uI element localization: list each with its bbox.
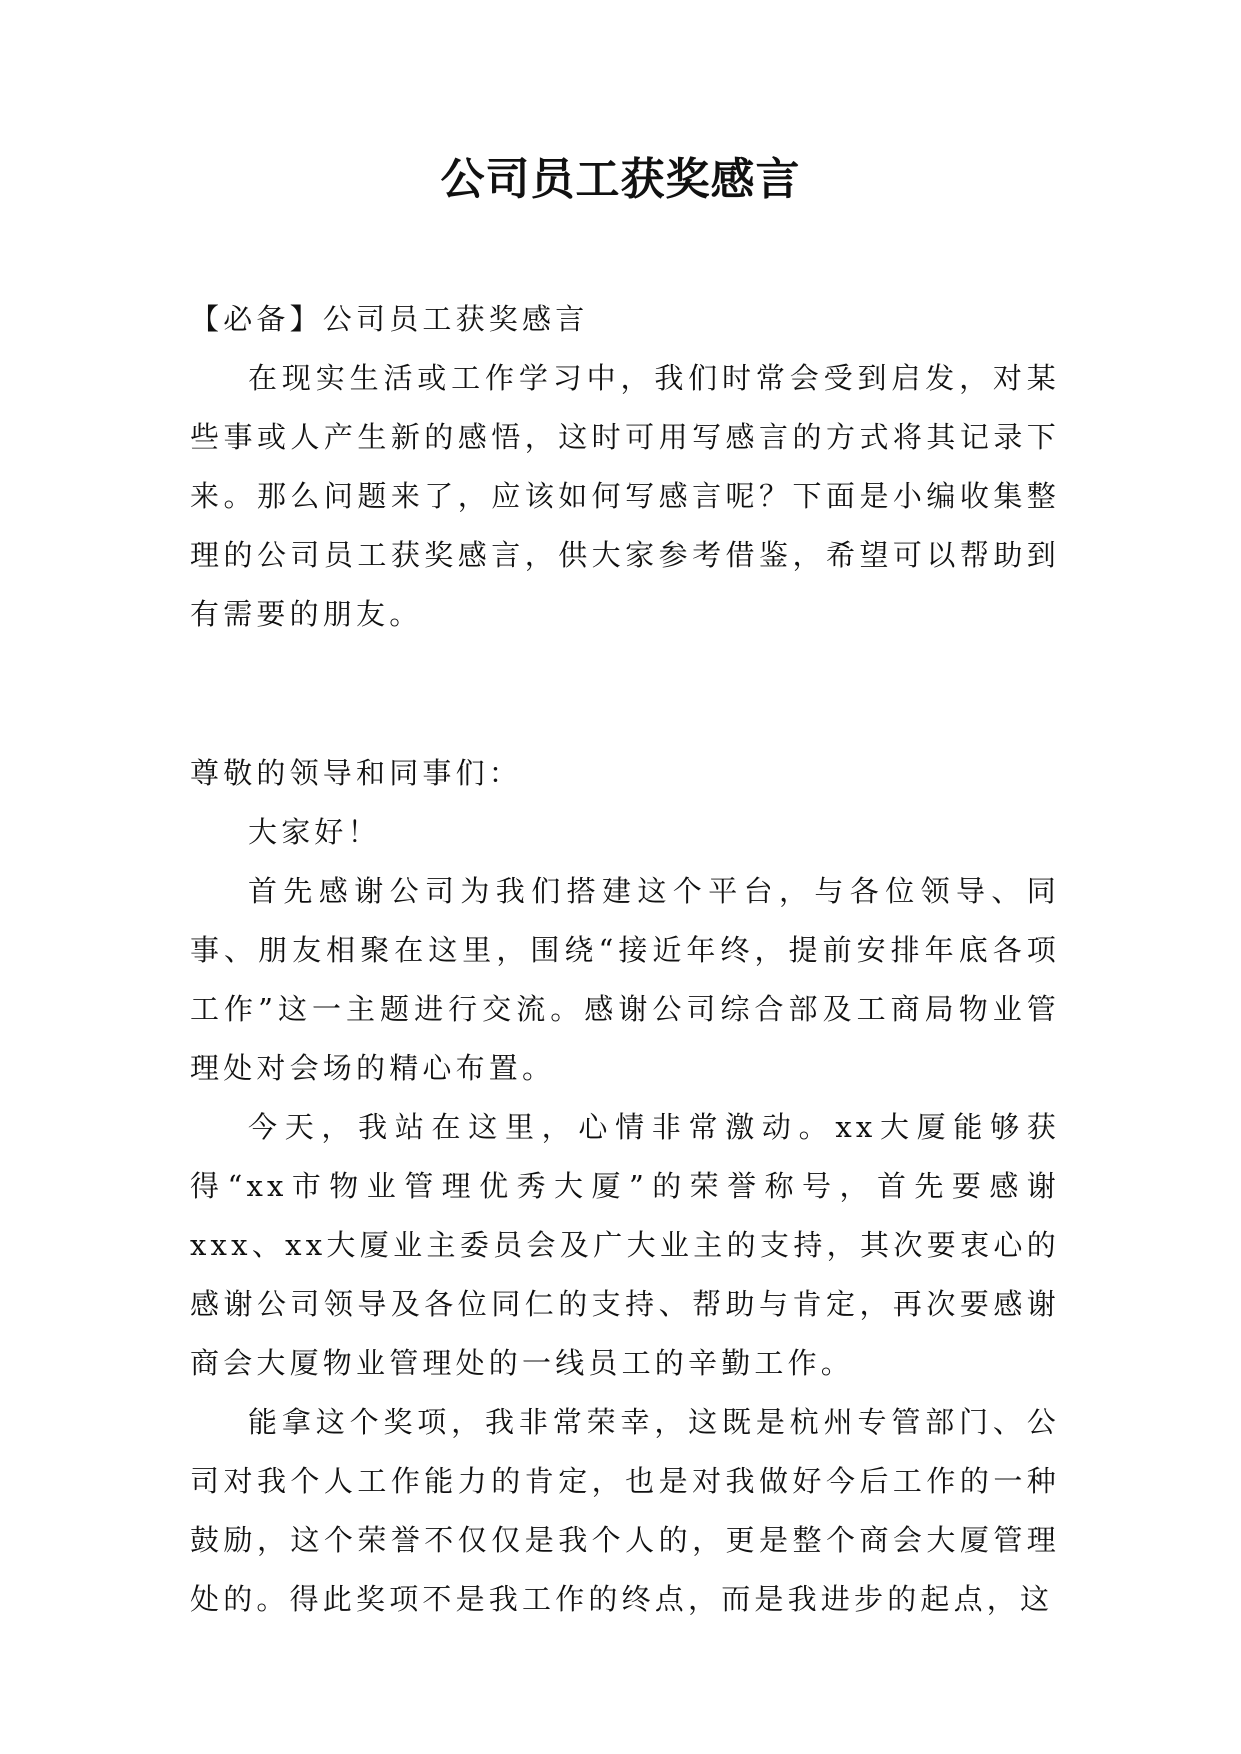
body-paragraph: 能拿这个奖项，我非常荣幸，这既是杭州专管部门、公司对我个人工作能力的肯定，也是对我做好今后工作的一种鼓励，这个荣誉不仅仅是我个人的，更是整个商会大厦管理处的。得此奖项不是我工作的终点，而是我进步的起点，这	[190, 1405, 1060, 1616]
greeting: 大家好！	[248, 815, 381, 849]
body-paragraph: 首先感谢公司为我们搭建这个平台，与各位领导、同事、朋友相聚在这里，围绕“接近年终，提前安排年底各项工作”这一主题进行交流。感谢公司综合部及工商局物业管理处对会场的精心布置。	[190, 874, 1060, 1085]
section-gap	[190, 644, 1060, 744]
body-paragraph: 今天，我站在这里，心情非常激动。xx大厦能够获得“xx市物业管理优秀大厦”的荣誉称号，首先要感谢xxx、xx大厦业主委员会及广大业主的支持，其次要衷心的感谢公司领导及各位同仁的支持、帮助与肯定，再次要感谢商会大厦物业管理处的一线员工的辛勤工作。	[190, 1110, 1060, 1380]
salutation: 尊敬的领导和同事们：	[190, 756, 523, 790]
document-subtitle: 【必备】公司员工获奖感言	[190, 302, 589, 336]
document-body	[190, 290, 1060, 1629]
document-title: 公司员工获奖感言	[440, 154, 801, 205]
intro-paragraph: 在现实生活或工作学习中，我们时常会受到启发，对某些事或人产生新的感悟，这时可用写感言的方式将其记录下来。那么问题来了，应该如何写感言呢？下面是小编收集整理的公司员工获奖感言，供大家参考借鉴，希望可以帮助到有需要的朋友。	[190, 361, 1060, 631]
